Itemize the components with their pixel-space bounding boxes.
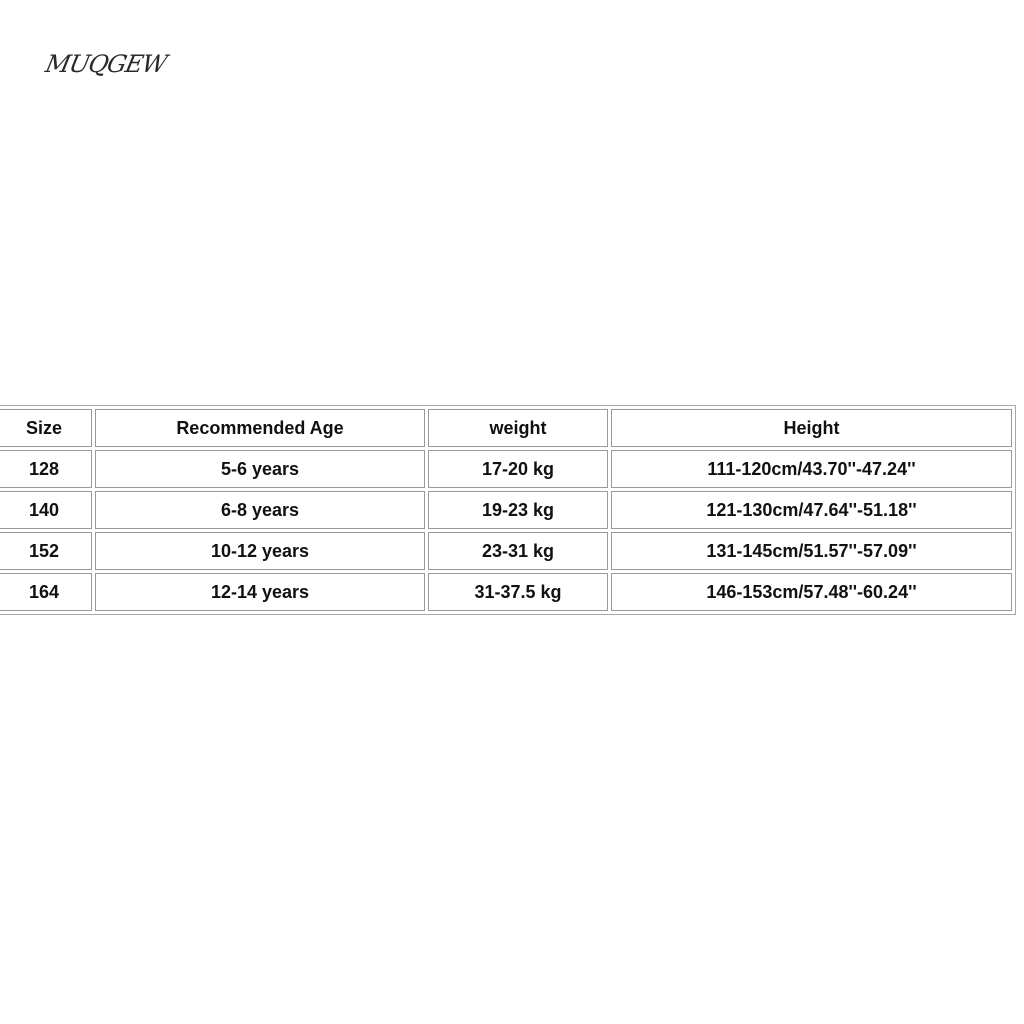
header-cell-height: Height	[611, 409, 1012, 447]
header-cell-size: Size	[0, 409, 92, 447]
cell-weight: 31-37.5 kg	[428, 573, 608, 611]
brand-logo-text: MUQGEW	[43, 50, 169, 78]
table-row	[0, 532, 1012, 570]
cell-height: 131-145cm/51.57''-57.09''	[611, 532, 1012, 570]
cell-size: 140	[0, 491, 92, 529]
cell-age: 12-14 years	[95, 573, 425, 611]
table-row	[0, 573, 1012, 611]
cell-size: 128	[0, 450, 92, 488]
size-chart-table	[0, 405, 1016, 615]
cell-height: 121-130cm/47.64''-51.18''	[611, 491, 1012, 529]
cell-size: 152	[0, 532, 92, 570]
cell-height: 111-120cm/43.70''-47.24''	[611, 450, 1012, 488]
table-row	[0, 491, 1012, 529]
cell-weight: 19-23 kg	[428, 491, 608, 529]
cell-age: 10-12 years	[95, 532, 425, 570]
cell-height: 146-153cm/57.48''-60.24''	[611, 573, 1012, 611]
cell-weight: 17-20 kg	[428, 450, 608, 488]
size-table	[0, 406, 1015, 614]
cell-age: 6-8 years	[95, 491, 425, 529]
header-cell-recommended-age: Recommended Age	[95, 409, 425, 447]
cell-size: 164	[0, 573, 92, 611]
header-cell-weight: weight	[428, 409, 608, 447]
cell-weight: 23-31 kg	[428, 532, 608, 570]
cell-age: 5-6 years	[95, 450, 425, 488]
table-row	[0, 450, 1012, 488]
table-header-row	[0, 409, 1012, 447]
